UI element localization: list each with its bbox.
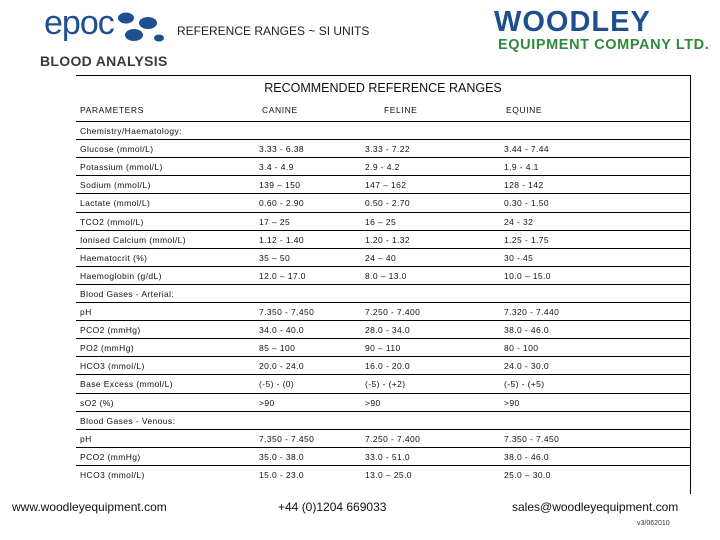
canine-cell: 1.12 - 1.40 [259,234,305,245]
table-row [76,266,690,285]
parameter-cell: TCO2 (mmol/L) [80,216,144,227]
feline-cell: 7.250 - 7.400 [365,433,421,444]
page-title: REFERENCE RANGES ~ SI UNITS [177,24,370,38]
canine-cell: 3.4 - 4.9 [259,162,294,173]
feline-cell: 1.20 - 1.32 [365,234,411,245]
column-header-canine: CANINE [262,105,298,115]
table-header-row [76,98,690,122]
parameter-cell: Glucose (mmol/L) [80,144,154,155]
table-row [76,374,690,393]
equine-cell: 1.25 - 1.75 [504,234,550,245]
feline-cell: 16 – 25 [365,216,397,227]
parameter-cell: Lactate (mmol/L) [80,198,151,209]
section-label: Blood Gases - Venous: [80,415,176,426]
parameter-cell: HCO3 (mmol/L) [80,361,145,372]
feline-cell: 147 – 162 [365,180,407,191]
table-row [76,193,690,212]
table-row [76,212,690,231]
canine-cell: 7.350 - 7.450 [259,307,315,317]
canine-cell: 139 – 150 [259,180,301,191]
parameter-cell: PCO2 (mmHg) [80,325,141,336]
table-row [76,175,690,194]
equine-cell: 38.0 - 46.0 [504,451,550,462]
feline-cell: 90 – 110 [365,343,401,354]
table-row [76,302,690,321]
parameter-cell: pH [80,433,92,444]
equine-cell: 1.9 - 4.1 [504,162,539,173]
parameter-cell: PCO2 (mmHg) [80,451,141,462]
feline-cell: 2.9 - 4.2 [365,162,400,173]
feline-cell: 0.50 - 2.70 [365,198,411,209]
table-row [76,356,690,375]
table-row [76,338,690,357]
equine-cell: 80 - 100 [504,343,539,354]
parameter-cell: Base Excess (mmol/L) [80,379,174,390]
canine-cell: 12.0 – 17.0 [259,270,306,281]
table-row [76,429,690,448]
column-header-feline: FELINE [384,105,418,115]
table-row [76,157,690,176]
feline-cell: 33.0 - 51.0 [365,451,411,462]
equine-cell: 24.0 - 30.0 [504,361,550,372]
table-row [76,447,690,466]
equine-cell: 128 - 142 [504,180,544,191]
parameter-cell: PO2 (mmHg) [80,343,135,354]
equine-cell: 24 - 32 [504,216,534,227]
equine-cell: 7.350 - 7.450 [504,433,560,444]
column-header-parameters: PARAMETERS [80,105,144,115]
canine-cell: 34.0 - 40.0 [259,325,305,336]
equine-cell: 30 - 45 [504,252,534,263]
woodley-logo-name: WOODLEY [494,6,651,38]
equine-cell: 38.0 - 46.0 [504,325,550,336]
table-row [76,393,690,412]
section-header-row [76,121,690,140]
parameter-cell: pH [80,307,92,317]
equine-cell: 7.320 - 7.440 [504,307,560,317]
section-header-row [76,284,690,303]
canine-cell: 3.33 - 6.38 [259,144,305,155]
canine-cell: 0.60 - 2.90 [259,198,305,209]
feline-cell: 28.0 - 34.0 [365,325,411,336]
feline-cell: 7.250 - 7.400 [365,307,421,317]
canine-cell: 15.0 - 23.0 [259,469,305,480]
canine-cell: 7.350 - 7.450 [259,433,315,444]
equine-cell: 10.0 – 15.0 [504,270,551,281]
section-header-row [76,411,690,430]
parameter-cell: Haematocrit (%) [80,252,148,263]
canine-cell: 17 – 25 [259,216,291,227]
table-title: RECOMMENDED REFERENCE RANGES [264,81,502,95]
parameter-cell: Sodium (mmol/L) [80,180,151,191]
version-label: v3/062010 [637,520,670,527]
feline-cell: (-5) - (+2) [365,379,406,390]
feline-cell: 24 – 40 [365,252,397,263]
canine-cell: 35 – 50 [259,252,291,263]
parameter-cell: Haemoglobin (g/dL) [80,270,162,281]
equine-cell: >90 [504,397,520,408]
epoc-logo-icon [112,8,172,48]
epoc-logo-text: epoc [44,4,114,42]
parameter-cell: Ionised Calcium (mmol/L) [80,234,186,245]
feline-cell: >90 [365,397,381,408]
parameter-cell: sO2 (%) [80,397,114,408]
section-label: Blood Gases - Arterial: [80,288,175,299]
table-row [76,465,690,484]
column-header-equine: EQUINE [506,105,543,115]
canine-cell: (-5) - (0) [259,379,295,390]
equine-cell: (-5) - (+5) [504,379,545,390]
woodley-logo-subtitle: EQUIPMENT COMPANY LTD. [498,37,710,53]
equine-cell: 0.30 - 1.50 [504,198,550,209]
table-row [76,320,690,339]
canine-cell: 20.0 - 24.0 [259,361,305,372]
feline-cell: 13.0 – 25.0 [365,469,412,480]
parameter-cell: Potassium (mmol/L) [80,162,163,173]
parameter-cell: HCO3 (mmol/L) [80,469,145,480]
canine-cell: 85 – 100 [259,343,296,354]
footer-phone: +44 (0)1204 669033 [278,500,387,514]
canine-cell: 35.0 - 38.0 [259,451,305,462]
feline-cell: 16.0 - 20.0 [365,361,411,372]
section-label: Chemistry/Haematology: [80,126,182,136]
footer-email[interactable]: sales@woodleyequipment.com [512,500,679,514]
equine-cell: 3.44 - 7.44 [504,144,550,155]
canine-cell: >90 [259,397,275,408]
table-row [76,248,690,267]
table-row [76,230,690,249]
equine-cell: 25.0 – 30.0 [504,469,551,480]
feline-cell: 3.33 - 7.22 [365,144,411,155]
blood-analysis-label: BLOOD ANALYSIS [40,53,168,69]
table-row [76,139,690,158]
feline-cell: 8.0 – 13.0 [365,270,407,281]
footer-website[interactable]: www.woodleyequipment.com [12,500,167,514]
